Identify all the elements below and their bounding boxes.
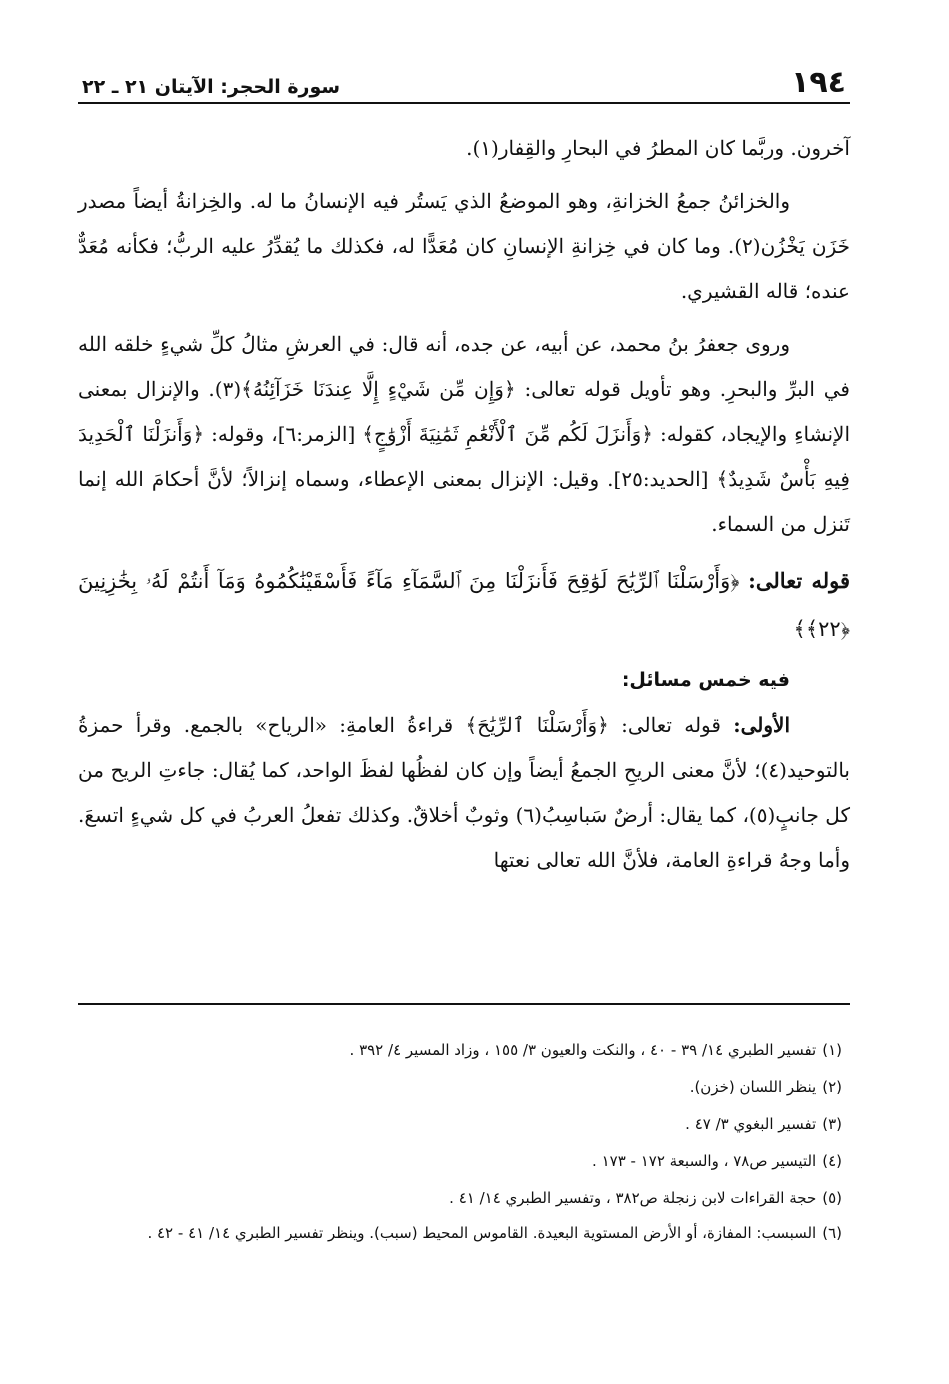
footnote-1 xyxy=(78,1032,850,1069)
first-issue-label: الأولى: xyxy=(733,713,791,737)
verse-text: ﴿وَأَرْسَلْنَا ٱلرِّيَٰحَ لَوَٰقِحَ فَأَنزَلْنَا مِنَ ٱلسَّمَآءِ مَآءً فَأَسْقَيْنَٰكُمُوهُ وَمَآ أَنتُمْ لَهُۥ بِخَٰزِنِينَ ﴿٢٢﴾﴾ xyxy=(78,569,850,641)
footnote-2 xyxy=(78,1069,850,1106)
footnote-separator xyxy=(78,1003,850,1005)
footnote-3 xyxy=(78,1106,850,1143)
footnote-4 xyxy=(78,1143,850,1180)
issues-heading: فيه خمس مسائل: xyxy=(621,669,790,691)
footnote-number: (١) xyxy=(822,1041,842,1059)
footnote-text: تفسير البغوي ٣/ ٤٧ . xyxy=(685,1115,817,1133)
footnote-6 xyxy=(78,1217,850,1249)
verse-label: قوله تعالى: xyxy=(748,568,850,593)
page xyxy=(78,58,850,883)
paragraph-3: وروى جعفرُ بنُ محمد، عن أبيه، عن جده، أنه قال: في العرشِ مثالُ كلِّ شيءٍ خلقه الله في البرِّ والبحرِ. وهو تأويل قوله تعالى: ﴿وَإِن مِّن شَيْءٍ إِلَّا عِندَنَا خَزَآئِنُهُ﴾(٣). والإنزال بمعنى الإنشاءِ والإيجاد، كقوله: ﴿وَأَنزَلَ لَكُم مِّنَ ٱلْأَنْعَٰمِ ثَمَٰنِيَةَ أَزْوَٰجٍ﴾ [الزمر:٦]، وقوله: ﴿وَأَنزَلْنَا ٱلْحَدِيدَ فِيهِ بَأْسٌ شَدِيدٌ﴾ [الحديد:٢٥]. وقيل: الإنزال بمعنى الإعطاء، وسماه إنزالاً؛ لأنَّ أحكامَ الله إنما تَنزل من السماء. xyxy=(78,332,851,536)
footnote-text: ينظر اللسان (خزن). xyxy=(689,1078,817,1096)
footnote-5 xyxy=(78,1180,850,1217)
footnote-number: (٦) xyxy=(822,1224,842,1242)
footnote-number: (٤) xyxy=(822,1152,842,1170)
paragraph-2: والخزائنُ جمعُ الخزانةِ، وهو الموضعُ الذي يَستُر فيه الإنسانُ ما له. والخِزانةُ أيضاً مصدر خَزَن يَخْزُن(٢). وما كان في خِزانةِ الإنسانِ كان مُعَدًّا له، فكذلك ما يُقدِّرُ عليه الربُّ؛ فكأنه مُعَدٌّ عنده؛ قاله القشيري. xyxy=(78,189,851,303)
footnote-text: السبسب: المفازة، أو الأرض المستوية البعيدة. القاموس المحيط (سبب). وينظر تفسير الطبري ١٤/ ٤١ - ٤٢ . xyxy=(147,1224,817,1242)
footnote-text: التيسير ص٧٨ ، والسبعة ١٧٢ - ١٧٣ . xyxy=(592,1152,817,1170)
footnote-text: حجة القراءات لابن زنجلة ص٣٨٢ ، وتفسير الطبري ١٤/ ٤١ . xyxy=(449,1189,817,1207)
footnote-text: تفسير الطبري ١٤/ ٣٩ - ٤٠ ، والنكت والعيون ٣/ ١٥٥ ، وزاد المسير ٤/ ٣٩٢ . xyxy=(349,1041,817,1059)
page-number: ١٩٤ xyxy=(791,65,846,100)
body-text xyxy=(78,126,850,883)
footnote-number: (٣) xyxy=(822,1115,842,1133)
verse-block xyxy=(78,557,850,653)
page-header xyxy=(78,58,850,104)
running-title: سورة الحجر: الآيتان ٢١ ـ ٢٢ xyxy=(82,76,341,98)
footnote-number: (٥) xyxy=(822,1189,842,1207)
footnotes xyxy=(78,1032,850,1249)
footnote-number: (٢) xyxy=(822,1078,842,1096)
first-issue xyxy=(78,703,850,883)
first-issue-text: قوله تعالى: ﴿وَأَرْسَلْنَا ٱلرِّيَٰحَ﴾ قراءةُ العامةِ: «الرياح» بالجمع. وقرأ حمزةُ بالتوحيد(٤)؛ لأنَّ معنى الريحِ الجمعُ أيضاً وإن كان لفظُها لفظَ الواحد، كما يُقال: جاءتِ الريح من كل جانبٍ(٥)، كما يقال: أرضٌ سَباسِبُ(٦) وثوبٌ أخلاقٌ. وكذلك تفعلُ العربُ في كل شيءٍ اتسعَ. وأما وجهُ قراءةِ العامة، فلأنَّ الله تعالى نعتها xyxy=(78,713,850,872)
paragraph-1: آخرون. وربَّما كان المطرُ في البحارِ والقِفار(١). xyxy=(466,136,850,160)
